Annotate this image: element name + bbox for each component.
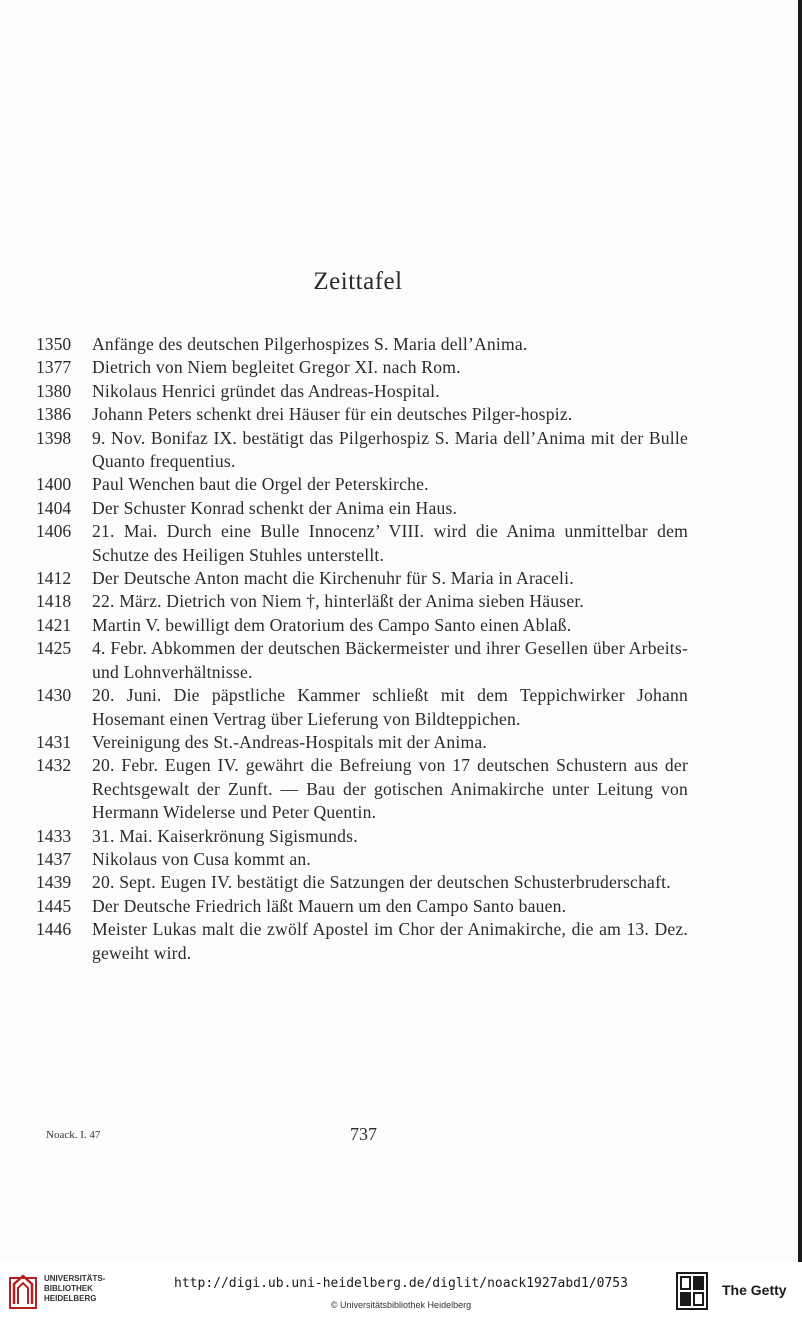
permalink-url[interactable]: http://digi.ub.uni-heidelberg.de/diglit/noack1927abd1/0753 — [174, 1276, 628, 1291]
entry-text: Meister Lukas malt die zwölf Apostel im Chor der Animakirche, die am 13. Dez. geweiht wird. — [92, 919, 688, 963]
entry-year: 1445 — [36, 895, 72, 916]
page-title: Zeittafel — [313, 268, 403, 295]
entry-year: 1421 — [36, 614, 72, 635]
entry-text: Johann Peters schenkt drei Häuser für ein deutsches Pilger-hospiz. — [92, 404, 573, 425]
entry-year: 1433 — [36, 825, 72, 846]
entry-text: Anfänge des deutschen Pilgerhospizes S. Maria dell’Anima. — [92, 334, 528, 354]
chronology-entry — [36, 895, 688, 918]
entry-year: 1380 — [36, 380, 72, 401]
entry-year: 1400 — [36, 474, 72, 495]
entry-year: 1432 — [36, 755, 72, 776]
chronology-entry — [36, 731, 688, 754]
entry-year: 1406 — [36, 521, 72, 542]
entry-year: 1446 — [36, 919, 72, 940]
chronology-entry — [36, 637, 688, 684]
chronology-list — [36, 333, 688, 965]
entry-text: Der Schuster Konrad schenkt der Anima ein Haus. — [92, 497, 458, 518]
chronology-entry — [36, 520, 688, 567]
chronology-entry — [36, 684, 688, 731]
chronology-entry — [36, 497, 688, 520]
chronology-entry — [36, 473, 688, 496]
chronology-entry — [36, 614, 688, 637]
entry-text: Der Deutsche Anton macht die Kirchenuhr für S. Maria in Araceli. — [92, 568, 574, 589]
entry-text: Nikolaus Henrici gründet das Andreas-Hospital. — [92, 380, 440, 401]
entry-text: Nikolaus von Cusa kommt an. — [92, 848, 311, 869]
page-number: 737 — [350, 1124, 377, 1144]
entry-year: 1437 — [36, 848, 72, 869]
viewer-footer — [0, 1262, 802, 1320]
chronology-entry — [36, 754, 688, 824]
entry-text: Martin V. bewilligt dem Oratorium des Campo Santo einen Ablaß. — [92, 614, 572, 635]
chronology-entry — [36, 567, 688, 590]
entry-text: 22. März. Dietrich von Niem †, hinterläßt der Anima sieben Häuser. — [92, 591, 585, 612]
entry-text: 20. Juni. Die päpstliche Kammer schließt mit dem Teppichwirker Johann Hosemant einen Vertrag über Lieferung von Bildteppichen. — [92, 685, 688, 729]
chronology-entry — [36, 333, 688, 356]
signature-mark: Noack. I. 47 — [46, 1129, 101, 1141]
chronology-entry — [36, 871, 688, 894]
entry-year: 1398 — [36, 427, 72, 448]
entry-text: 21. Mai. Durch eine Bulle Innocenz’ VIII. wird die Anima unmittelbar dem Schutze des Heiligen Stuhles unterstellt. — [92, 521, 688, 565]
entry-year: 1412 — [36, 568, 72, 589]
entry-text: 20. Febr. Eugen IV. gewährt die Befreiung von 17 deutschen Schustern aus der Rechtsgewalt der Zunft. — Bau der gotischen Animakirche unter Leitung von Hermann Widelerse und Peter Quentin. — [92, 755, 688, 823]
entry-text: 9. Nov. Bonifaz IX. bestätigt das Pilgerhospiz S. Maria dell’Anima mit der Bulle Quanto frequentius. — [92, 427, 688, 472]
chronology-entry — [36, 356, 688, 379]
library-name-line: HEIDELBERG — [44, 1294, 97, 1303]
entry-year: 1430 — [36, 685, 72, 706]
entry-year: 1386 — [36, 404, 72, 425]
entry-text: Paul Wenchen baut die Orgel der Peterskirche. — [92, 474, 429, 495]
chronology-entry — [36, 825, 688, 848]
entry-year: 1431 — [36, 731, 72, 752]
entry-text: Dietrich von Niem begleitet Gregor XI. nach Rom. — [92, 357, 461, 378]
entry-text: 20. Sept. Eugen IV. bestätigt die Satzungen der deutschen Schusterbruderschaft. — [92, 872, 671, 893]
entry-text: Der Deutsche Friedrich läßt Mauern um den Campo Santo bauen. — [92, 895, 567, 916]
library-name-line: BIBLIOTHEK — [44, 1284, 93, 1293]
chronology-entry — [36, 918, 688, 965]
entry-text: 4. Febr. Abkommen der deutschen Bäckermeister und ihrer Gesellen über Arbeits- und Lohnverhältnisse. — [92, 638, 688, 682]
chronology-entry — [36, 427, 688, 474]
chronology-entry — [36, 403, 688, 426]
copyright-notice: © Universitätsbibliothek Heidelberg — [330, 1300, 472, 1310]
entry-year: 1404 — [36, 497, 72, 518]
getty-logo-icon — [676, 1272, 708, 1310]
chronology-entry — [36, 380, 688, 403]
chronology-entry — [36, 590, 688, 613]
entry-text: 31. Mai. Kaiserkrönung Sigismunds. — [92, 825, 358, 846]
entry-year: 1350 — [36, 334, 72, 354]
entry-year: 1418 — [36, 591, 72, 612]
entry-year: 1377 — [36, 357, 72, 378]
entry-text: Vereinigung des St.-Andreas-Hospitals mit der Anima. — [92, 731, 487, 752]
chronology-entry — [36, 848, 688, 871]
library-name-line: UNIVERSITÄTS- — [44, 1274, 106, 1283]
partner-name: The Getty — [722, 1282, 787, 1298]
entry-year: 1425 — [36, 638, 72, 659]
entry-year: 1439 — [36, 872, 72, 893]
